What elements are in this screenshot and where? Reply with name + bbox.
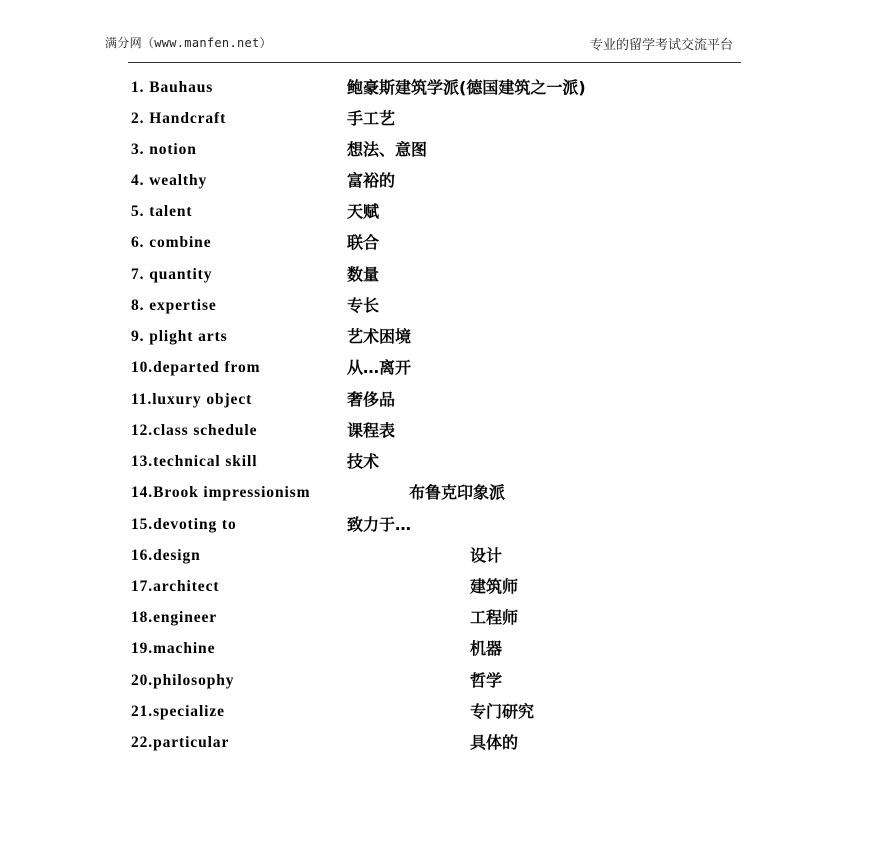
vocab-meaning: 富裕的 — [347, 171, 396, 190]
vocab-term: 3. notion — [131, 141, 197, 158]
vocab-meaning: 专长 — [347, 296, 380, 315]
vocab-term: 10.departed from — [131, 359, 261, 376]
vocab-meaning: 天赋 — [347, 202, 380, 221]
vocab-term: 9. plight arts — [131, 328, 228, 345]
vocab-row — [0, 388, 870, 412]
vocab-term: 22.particular — [131, 734, 230, 751]
vocab-row — [0, 450, 870, 474]
vocab-term: 21.specialize — [131, 703, 225, 720]
header-site-name: 满分网（www.manfen.net） — [105, 36, 272, 50]
vocab-meaning: 手工艺 — [347, 109, 396, 128]
vocab-term: 14.Brook impressionism — [131, 484, 311, 501]
vocab-meaning: 布鲁克印象派 — [409, 483, 506, 502]
vocab-row — [0, 700, 870, 724]
vocab-row — [0, 513, 870, 537]
vocab-term: 11.luxury object — [131, 391, 253, 408]
vocab-term: 19.machine — [131, 640, 216, 657]
vocab-meaning: 课程表 — [347, 421, 396, 440]
vocab-meaning: 数量 — [347, 265, 380, 284]
vocab-row — [0, 481, 870, 505]
vocab-term: 4. wealthy — [131, 172, 208, 189]
vocab-row — [0, 575, 870, 599]
vocab-term: 20.philosophy — [131, 672, 235, 689]
vocab-row — [0, 325, 870, 349]
header-tagline: 专业的留学考试交流平台 — [589, 38, 733, 53]
vocab-meaning: 哲学 — [470, 671, 503, 690]
vocab-row — [0, 76, 870, 100]
vocab-meaning: 艺术困境 — [347, 327, 412, 346]
vocab-term: 15.devoting to — [131, 516, 237, 533]
vocab-meaning: 技术 — [347, 452, 380, 471]
vocab-meaning: 致力于… — [347, 515, 412, 534]
vocab-row — [0, 200, 870, 224]
vocab-row — [0, 138, 870, 162]
vocab-row — [0, 107, 870, 131]
vocab-meaning: 设计 — [470, 546, 503, 565]
vocab-term: 18.engineer — [131, 609, 218, 626]
vocab-row — [0, 419, 870, 443]
vocab-meaning: 具体的 — [470, 733, 519, 752]
vocab-term: 5. talent — [131, 203, 193, 220]
vocab-row — [0, 231, 870, 255]
vocab-row — [0, 544, 870, 568]
vocab-term: 8. expertise — [131, 297, 217, 314]
vocab-term: 17.architect — [131, 578, 220, 595]
vocab-meaning: 鲍豪斯建筑学派(德国建筑之一派) — [347, 78, 586, 97]
vocab-term: 2. Handcraft — [131, 110, 227, 127]
vocab-row — [0, 356, 870, 380]
vocab-row — [0, 637, 870, 661]
vocab-meaning: 专门研究 — [470, 702, 535, 721]
vocab-meaning: 从…离开 — [347, 358, 412, 377]
vocab-meaning: 奢侈品 — [347, 390, 396, 409]
vocab-term: 13.technical skill — [131, 453, 258, 470]
vocab-meaning: 机器 — [470, 639, 503, 658]
vocab-meaning: 工程师 — [470, 608, 519, 627]
vocab-row — [0, 606, 870, 630]
vocab-row — [0, 731, 870, 755]
vocab-term: 16.design — [131, 547, 201, 564]
vocab-term: 1. Bauhaus — [131, 79, 214, 96]
vocab-row — [0, 263, 870, 287]
vocab-row — [0, 169, 870, 193]
vocab-meaning: 建筑师 — [470, 577, 519, 596]
vocab-term: 7. quantity — [131, 266, 213, 283]
vocab-term: 6. combine — [131, 234, 212, 251]
vocab-meaning: 联合 — [347, 233, 380, 252]
vocab-row — [0, 669, 870, 693]
vocab-meaning: 想法、意图 — [347, 140, 428, 159]
vocab-term: 12.class schedule — [131, 422, 258, 439]
vocab-row — [0, 294, 870, 318]
